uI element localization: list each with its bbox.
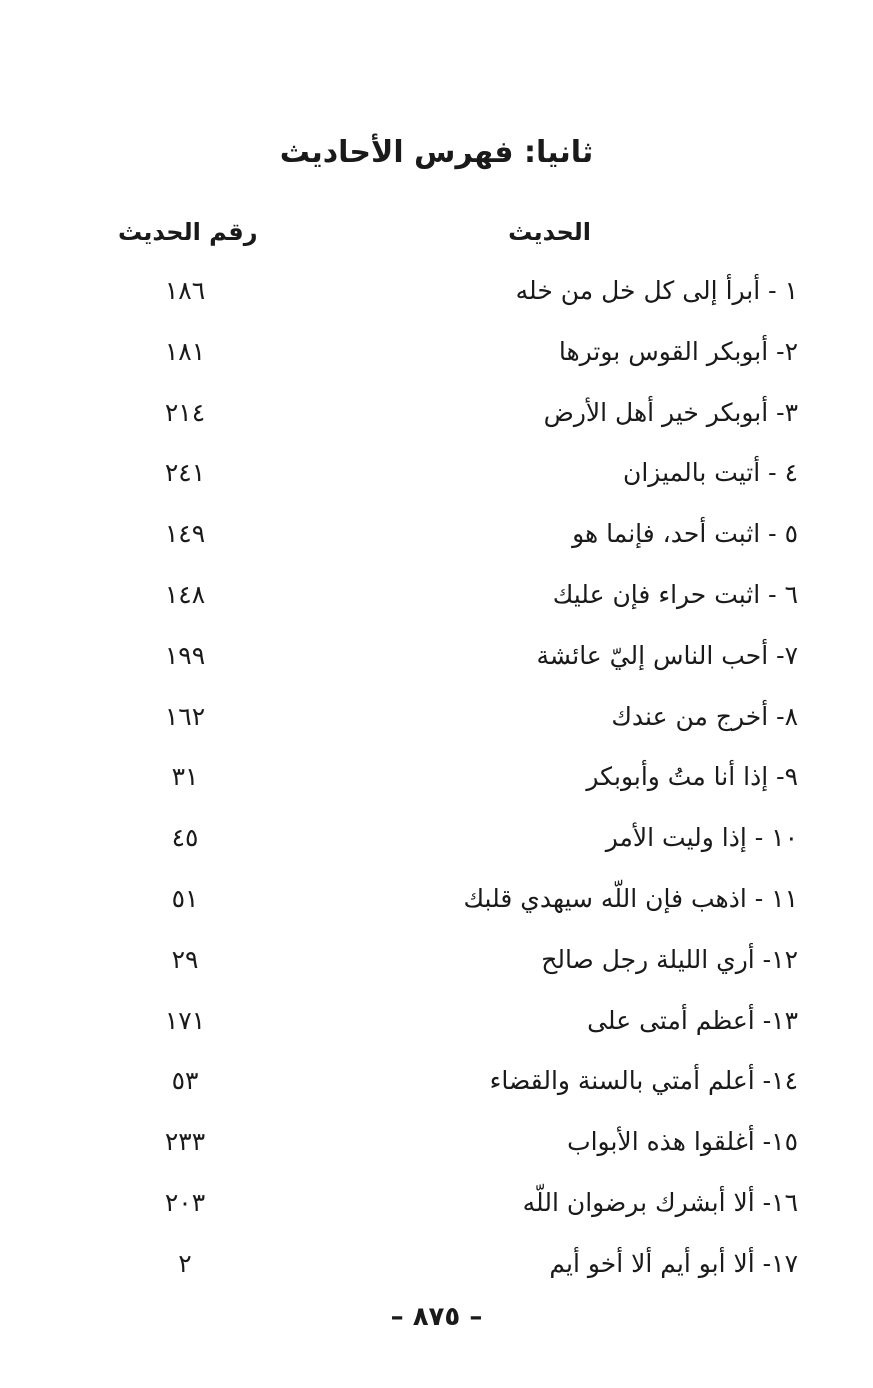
table-row [0, 452, 873, 513]
hadith-number: ٢٣٣ [164, 1127, 206, 1157]
table-row [0, 1060, 873, 1121]
hadith-text: ١٢- أري الليلة رجل صالح [541, 944, 798, 974]
table-row [0, 270, 873, 331]
table-row [0, 878, 873, 939]
table-row [0, 574, 873, 635]
hadith-text: ١٦- ألا أبشرك برضوان اللّه [522, 1187, 798, 1217]
hadith-number: ٤٥ [171, 823, 199, 853]
hadith-text: ٤ - أتيت بالميزان [622, 458, 798, 488]
hadith-list [0, 270, 873, 1304]
hadith-number: ١٤٩ [164, 519, 206, 549]
hadith-number: ١٨١ [164, 336, 206, 366]
table-header [0, 218, 873, 258]
hadith-text: ٨- أخرج من عندك [611, 701, 798, 731]
hadith-number: ٢٩ [171, 944, 199, 974]
header-hadith: الحديث [508, 218, 591, 246]
hadith-number: ٢ [178, 1248, 192, 1278]
hadith-text: ٥ - اثبت أحد، فإنما هو [572, 519, 798, 549]
hadith-number: ٢١٤ [164, 397, 206, 427]
hadith-number: ١٤٨ [164, 579, 206, 609]
hadith-number: ٥٣ [171, 1066, 199, 1096]
hadith-number: ٥١ [171, 883, 199, 913]
page-number: – ٨٧٥ – [390, 1302, 483, 1332]
hadith-number: ١٦٢ [164, 701, 206, 731]
table-row [0, 939, 873, 1000]
table-row [0, 513, 873, 574]
table-row [0, 817, 873, 878]
hadith-text: ٩- إذا أنا متُ وأبوبكر [586, 762, 798, 792]
table-row [0, 1000, 873, 1061]
hadith-number: ٢٤١ [164, 458, 206, 488]
hadith-text: ١٤- أعلم أمتي بالسنة والقضاء [489, 1066, 798, 1096]
hadith-number: ١٩٩ [164, 640, 206, 670]
hadith-text: ١٠ - إذا وليت الأمر [605, 823, 798, 853]
hadith-text: ٢- أبوبكر القوس بوترها [558, 336, 798, 366]
page-title: ثانيا: فهرس الأحاديث [279, 135, 594, 170]
hadith-number: ٢٠٣ [164, 1187, 206, 1217]
table-row [0, 1121, 873, 1182]
hadith-number: ١٧١ [164, 1005, 206, 1035]
hadith-text: ٧- أحب الناس إليّ عائشة [536, 640, 798, 670]
hadith-text: ١٧- ألا أبو أيم ألا أخو أيم [549, 1248, 798, 1278]
table-row [0, 756, 873, 817]
hadith-text: ٣- أبوبكر خير أهل الأرض [543, 397, 798, 427]
table-row [0, 1182, 873, 1243]
hadith-text: ٦ - اثبت حراء فإن عليك [552, 579, 798, 609]
hadith-text: ١١ - اذهب فإن اللّه سيهدي قلبك [463, 883, 798, 913]
hadith-number: ١٨٦ [164, 276, 206, 305]
header-number: رقم الحديث [118, 218, 258, 246]
table-row [0, 392, 873, 453]
table-row [0, 1243, 873, 1304]
table-row [0, 696, 873, 757]
hadith-number: ٣١ [171, 762, 199, 792]
hadith-text: ١٥- أغلقوا هذه الأبواب [567, 1127, 798, 1157]
table-row [0, 331, 873, 392]
hadith-text: ١ - أبرأ إلى كل خل من خله [515, 276, 798, 305]
table-row [0, 635, 873, 696]
hadith-text: ١٣- أعظم أمتى على [587, 1005, 798, 1035]
